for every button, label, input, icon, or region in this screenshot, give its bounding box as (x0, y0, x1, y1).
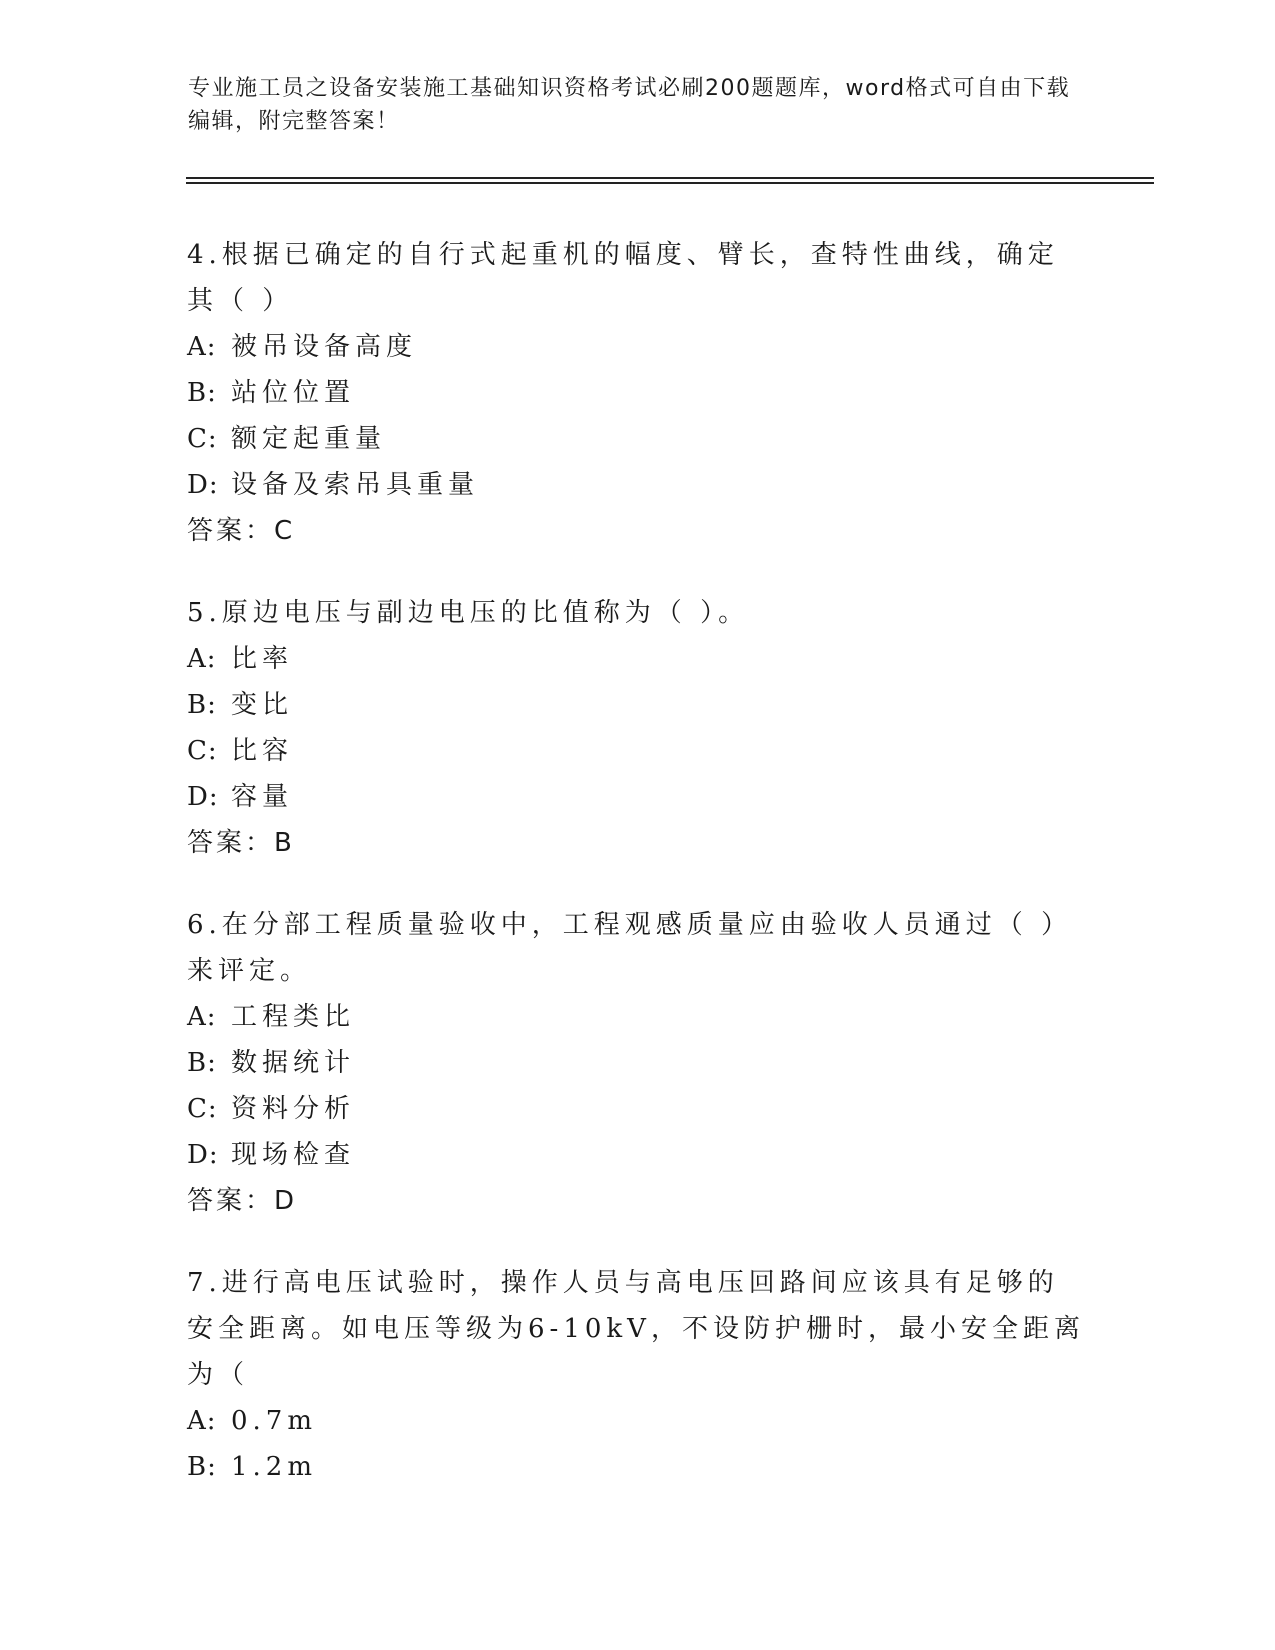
option-text: 现场检查 (231, 1140, 356, 1170)
question-5 (187, 590, 1087, 866)
option-a (187, 636, 1087, 682)
option-key: D: (187, 470, 219, 500)
option-key: A: (187, 1406, 217, 1436)
option-key: D: (187, 782, 219, 812)
option-b (187, 370, 1087, 416)
option-text: 0.7m (231, 1406, 318, 1436)
option-c (187, 1086, 1087, 1132)
question-text: 6.在分部工程质量验收中，工程观感质量应由验收人员通过（ ）来评定。 (187, 910, 1073, 986)
option-text: 变比 (231, 690, 294, 720)
option-key: B: (187, 1452, 217, 1482)
option-b (187, 1444, 1087, 1490)
answer: 答案：C (187, 516, 296, 546)
option-key: C: (187, 1094, 218, 1124)
option-text: 容量 (231, 782, 294, 812)
option-a (187, 1398, 1087, 1444)
question-4 (187, 232, 1087, 554)
question-list (187, 232, 1087, 1526)
option-text: 1.2m (231, 1452, 318, 1482)
option-key: B: (187, 690, 217, 720)
option-text: 数据统计 (231, 1048, 356, 1078)
answer: 答案：B (187, 828, 295, 858)
question-text: 7.进行高电压试验时，操作人员与高电压回路间应该具有足够的安全距离。如电压等级为6-10kV，不设防护栅时，最小安全距离为（ (187, 1268, 1085, 1390)
answer: 答案：D (187, 1186, 298, 1216)
option-key: D: (187, 1140, 219, 1170)
question-text: 5.原边电压与副边电压的比值称为（ ）。 (187, 598, 750, 628)
option-a (187, 994, 1087, 1040)
option-d (187, 774, 1087, 820)
option-key: B: (187, 378, 217, 408)
option-key: B: (187, 1048, 217, 1078)
option-c (187, 416, 1087, 462)
option-text: 资料分析 (231, 1094, 356, 1124)
option-key: A: (187, 644, 217, 674)
document-header: 专业施工员之设备安装施工基础知识资格考试必刷200题题库，word格式可自由下载编辑，附完整答案！ (188, 76, 1071, 134)
option-d (187, 1132, 1087, 1178)
option-b (187, 1040, 1087, 1086)
option-key: A: (187, 332, 217, 362)
question-text: 4.根据已确定的自行式起重机的幅度、臂长，查特性曲线，确定其（ ） (187, 240, 1059, 316)
header-rule-bottom (186, 182, 1154, 184)
option-key: C: (187, 736, 218, 766)
option-b (187, 682, 1087, 728)
option-text: 比容 (231, 736, 294, 766)
question-6 (187, 902, 1087, 1224)
option-d (187, 462, 1087, 508)
question-7 (187, 1260, 1087, 1490)
option-text: 比率 (231, 644, 294, 674)
option-text: 额定起重量 (231, 424, 387, 454)
option-key: A: (187, 1002, 217, 1032)
option-text: 被吊设备高度 (231, 332, 418, 362)
option-c (187, 728, 1087, 774)
option-text: 站位位置 (231, 378, 356, 408)
option-a (187, 324, 1087, 370)
option-text: 设备及索吊具重量 (231, 470, 480, 500)
header-rule-top (186, 177, 1154, 179)
option-text: 工程类比 (231, 1002, 356, 1032)
option-key: C: (187, 424, 218, 454)
